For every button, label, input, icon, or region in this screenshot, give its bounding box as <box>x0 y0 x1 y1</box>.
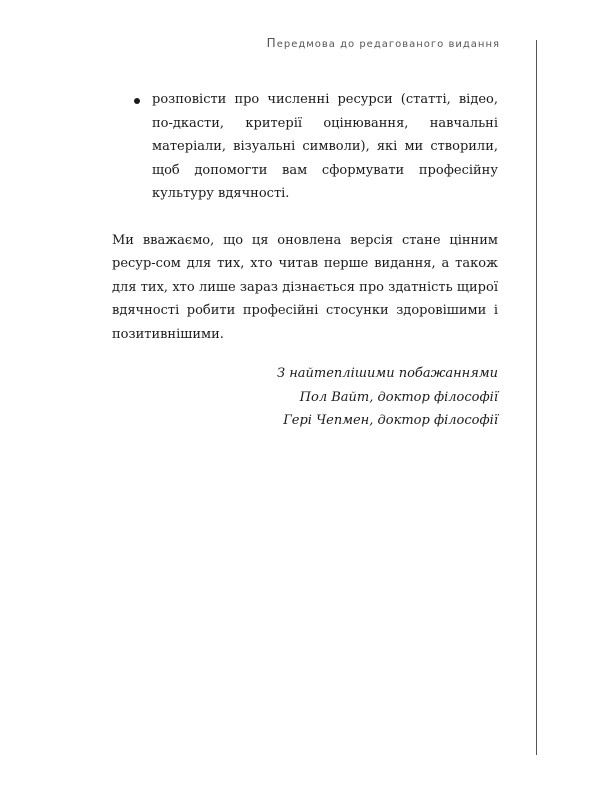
author-signature-1: Пол Вайт, доктор філософії <box>299 389 498 405</box>
bullet-icon <box>134 98 140 104</box>
page-body <box>112 88 498 433</box>
body-paragraph: Ми вважаємо, що ця оновлена версія стане цінним ресур-сом для тих, хто читав перше видання, а також для тих, хто лише зараз дізнається про здатність щирої вдячності робити професійні стосунки здоровішими і позитивнішими. <box>112 232 498 342</box>
running-header-initial: П <box>266 36 277 50</box>
running-header-text: ередмова до редагованого видання <box>276 39 500 50</box>
list-item <box>112 88 498 206</box>
bullet-list <box>112 88 498 206</box>
signature-block <box>112 362 498 433</box>
bullet-text: розповісти про численні ресурси (статті, відео, по-дкасти, критерії оцінювання, навчальні матеріали, візуальні символи), які ми створили, щоб допомогти вам сформувати професійну культуру вдячності. <box>152 92 498 201</box>
margin-rule <box>536 40 537 755</box>
closing-wishes: З найтеплішими побажаннями <box>276 366 498 381</box>
running-header <box>267 36 500 50</box>
author-signature-2: Гері Чепмен, доктор філософії <box>283 413 498 428</box>
